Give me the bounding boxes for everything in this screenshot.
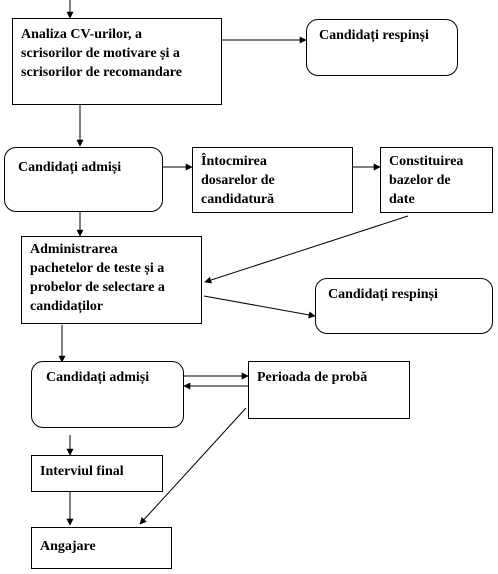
node-angajare: Angajare [31,527,172,569]
arrow-constituirea-to-administrarea [205,216,408,282]
node-constituirea-bazelor: Constituirea bazelor de date [380,147,493,213]
node-candidati-respinsi-2: Candidați respinși [315,278,493,334]
node-candidati-respinsi-1: Candidați respinși [306,19,458,76]
node-administrarea-testelor: Administrarea pachetelor de teste și a probelor de selectare a candidaților [21,236,202,324]
node-candidati-admisi-1: Candidați admiși [4,147,163,212]
node-candidati-admisi-2: Candidați admiși [31,361,184,428]
node-analiza-cv: Analiza CV-urilor, a scrisorilor de motivare și a scrisorilor de recomandare [12,18,222,105]
node-interviul-final: Interviul final [31,455,163,492]
arrow-administrarea-to-respinsi [204,296,315,316]
node-intocmirea-dosarelor: Întocmirea dosarelor de candidatură [192,147,353,213]
node-perioada-de-proba: Perioada de probă [248,361,410,419]
